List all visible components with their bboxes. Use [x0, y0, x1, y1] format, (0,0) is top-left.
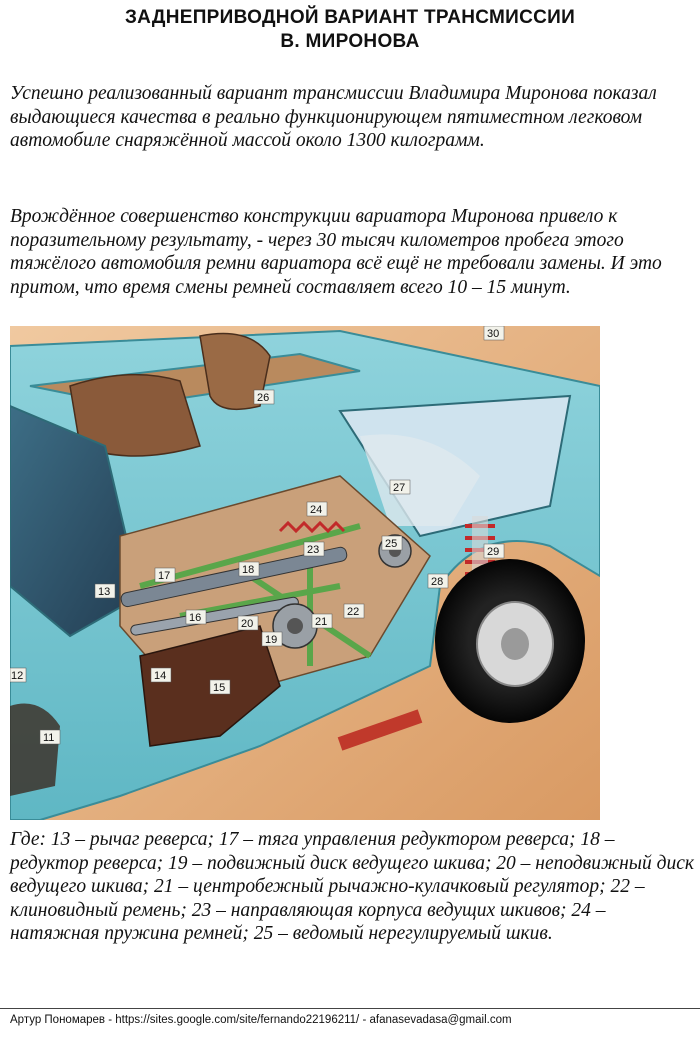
label-21: [312, 614, 332, 628]
result-paragraph: Врождённое совершенство конструкции вариатора Миронова привело к поразительному результату, - через 30 тысяч километров пробега этого тяжёлого автомобиля ремни вариатора всё ещё не требовали замены. И это притом, что время смены ремней составляет всего 10 – 15 минут.: [10, 206, 662, 298]
label-16: [186, 610, 206, 624]
figure-caption: Где: 13 – рычаг реверса; 17 – тяга управления редуктором реверса; 18 – редуктор реверса; 19 – подвижный диск ведущего шкива; 20 – неподвижный диск ведущего шкива; 21 – центробежный рычажно-кулачковый регулятор; 22 – клиновидный ремень; 23 – направляющая корпуса ведущих шкивов; 24 – натяжная пружина ремней; 25 – ведомый нерегулируемый шкив.: [10, 829, 694, 945]
svg-text:19: 19: [265, 634, 278, 646]
svg-text:28: 28: [431, 576, 444, 588]
label-23: [304, 542, 324, 556]
label-19: [262, 632, 282, 646]
label-26: [254, 390, 274, 404]
label-29: [484, 544, 504, 558]
svg-text:16: 16: [189, 612, 202, 624]
svg-text:25: 25: [385, 538, 398, 550]
front-hub: [10, 704, 60, 797]
label-14: [151, 668, 171, 682]
footer: [0, 1008, 700, 1041]
svg-text:13: 13: [98, 586, 111, 598]
svg-text:27: 27: [393, 482, 406, 494]
rear-wheel: [435, 559, 585, 723]
label-28: [428, 574, 448, 588]
svg-text:11: 11: [43, 732, 55, 744]
svg-text:23: 23: [307, 544, 320, 556]
label-22: [344, 604, 364, 618]
svg-text:29: 29: [487, 546, 500, 558]
label-12: [10, 668, 26, 682]
label-11: [40, 730, 60, 744]
svg-text:20: 20: [241, 618, 254, 630]
label-17: [155, 568, 175, 582]
svg-text:22: 22: [347, 606, 360, 618]
label-13: [95, 584, 115, 598]
svg-text:14: 14: [154, 670, 167, 682]
label-25: [382, 536, 402, 550]
label-30: [484, 326, 504, 340]
label-27: [390, 480, 410, 494]
svg-text:15: 15: [213, 682, 226, 694]
svg-text:26: 26: [257, 392, 270, 404]
svg-text:30: 30: [487, 328, 500, 340]
svg-text:17: 17: [158, 570, 171, 582]
svg-text:24: 24: [310, 504, 323, 516]
svg-text:21: 21: [315, 616, 328, 628]
svg-text:18: 18: [242, 564, 255, 576]
label-15: [210, 680, 230, 694]
car-cutaway-illustration: [10, 326, 600, 820]
intro-paragraph: Успешно реализованный вариант трансмиссии Владимира Миронова показал выдающиеся качества в реально функционирующем пятиместном легковом автомобиле снаряжённой массой около 1300 килограмм.: [10, 83, 657, 151]
footer-credits: Артур Пономарев - https://sites.google.com/site/fernando22196211/ - afanasevadasa@gmail.com: [10, 1014, 512, 1026]
document-title: [0, 6, 700, 54]
label-18: [239, 562, 259, 576]
title-line-2: В. МИРОНОВА: [280, 31, 420, 52]
title-line-1: ЗАДНЕПРИВОДНОЙ ВАРИАНТ ТРАНСМИССИИ: [124, 7, 576, 28]
label-20: [238, 616, 258, 630]
label-24: [307, 502, 327, 516]
svg-text:12: 12: [11, 670, 24, 682]
car-cutaway-drawing: [10, 326, 600, 820]
